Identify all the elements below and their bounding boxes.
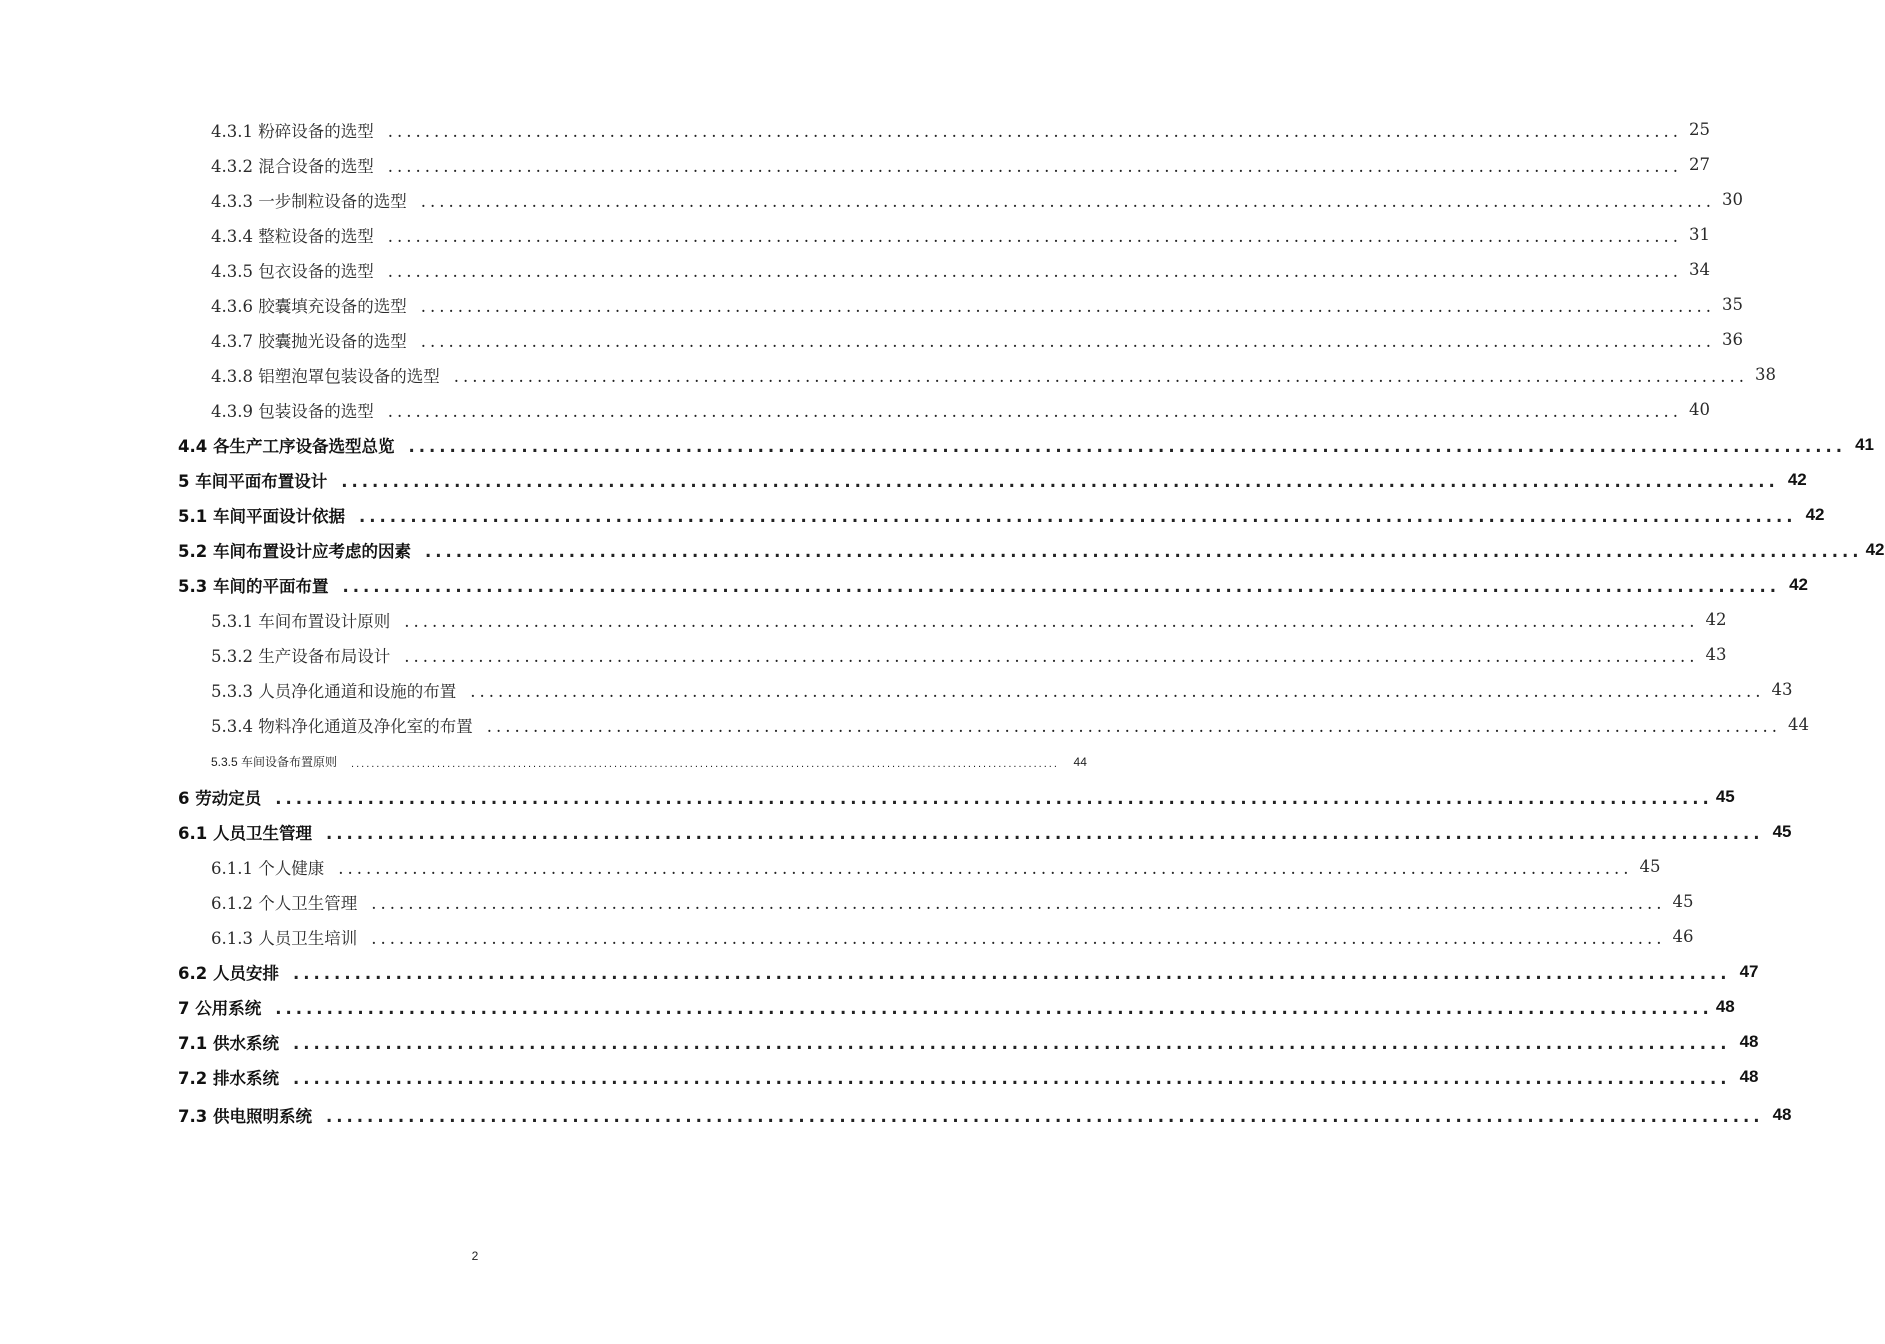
toc-entry[interactable] [211,217,1711,252]
toc-entry-title: 4.3.7 胶囊抛光设备的选型 [211,331,407,351]
toc-entry[interactable] [211,357,1777,392]
toc-entry-title: 4.3.6 胶囊填充设备的选型 [211,296,407,316]
toc-entry-page: 45 [1639,857,1661,876]
dot-leader: ............................................................................................................................................ [292,1034,1731,1053]
toc-entry[interactable] [211,744,1087,779]
dot-leader: ............................................................................................................................................ [387,262,1683,281]
dot-leader: ............................................................................................................................................ [341,472,1779,491]
toc-entry-page: 43 [1771,680,1793,699]
toc-entry[interactable] [178,779,1735,814]
dot-leader: ............................................................................................................................................ [275,999,1713,1018]
toc-entry[interactable] [211,147,1711,182]
toc-entry-title: 5.2 车间布置设计应考虑的因素 [178,541,411,561]
toc-entry[interactable] [211,252,1711,287]
toc-entry[interactable] [211,112,1711,147]
toc-entry-title: 6.1.1 个人健康 [211,858,325,878]
dot-leader: ............................................................................................................................................ [420,192,1716,211]
toc-entry-title: 6.1.3 人员卫生培训 [211,928,358,948]
toc-entry-page: 40 [1689,400,1711,419]
dot-leader: ............................................................................................................................................ [338,859,1633,878]
toc-entry-page: 42 [1787,469,1807,489]
toc-entry-title: 6.1.2 个人卫生管理 [211,893,358,913]
toc-entry[interactable] [211,637,1727,672]
dot-leader: ............................................................................................................................................ [371,929,1666,948]
dot-leader: ............................................................................................................................................ [292,964,1731,983]
toc-entry-page: 46 [1672,927,1694,946]
toc-entry-title: 4.3.8 铝塑泡罩包装设备的选型 [211,366,440,386]
toc-entry-title: 5.3.2 生产设备布局设计 [211,646,391,666]
toc-entry-page: 27 [1689,155,1711,174]
dot-leader: ............................................................................................................................................ [371,894,1666,913]
toc-entry-title: 5.3.1 车间布置设计原则 [211,611,391,631]
page-number: 2 [471,1249,479,1263]
toc-entry-title: 6.1 人员卫生管理 [178,823,312,843]
toc-entry-page: 25 [1689,120,1711,139]
toc-entry-title: 5 车间平面布置设计 [178,471,328,491]
toc-entry[interactable] [178,814,1792,849]
toc-entry-title: 6.2 人员安排 [178,963,279,983]
toc-entry-page: 35 [1722,295,1744,314]
dot-leader: ............................................................................................................................................ [404,612,1699,631]
toc-entry-page: 44 [1073,754,1087,769]
toc-entry-page: 42 [1805,504,1825,524]
dot-leader: ............................................................................................................................................ [325,1107,1764,1126]
dot-leader: ............................................................................................................................................ [387,122,1683,141]
toc-entry-title: 7.3 供电照明系统 [178,1106,312,1126]
toc-entry-page: 48 [1772,1104,1792,1124]
toc-entry[interactable] [211,849,1661,884]
toc-entry-title: 4.3.3 一步制粒设备的选型 [211,191,407,211]
toc-entry-page: 31 [1689,225,1711,244]
dot-leader: ............................................................................................................................................ [420,332,1716,351]
toc-entry-page: 45 [1772,821,1792,841]
toc-entry-page: 48 [1715,996,1735,1016]
toc-entry-page: 34 [1689,260,1711,279]
toc-entry[interactable] [178,989,1735,1024]
toc-entry[interactable] [211,322,1744,357]
dot-leader: ............................................................................................................................................ [486,717,1782,736]
dot-leader: ............................................................................................................................................ [342,577,1781,596]
dot-leader: ............................................................................................................................................ [387,157,1683,176]
toc-entry-title: 7.2 排水系统 [178,1068,279,1088]
dot-leader: ............................................................................................................................................ [387,402,1683,421]
dot-leader: ............................................................................................................................................ [470,682,1765,701]
toc-entry-page: 48 [1739,1031,1759,1051]
toc-entry[interactable] [211,182,1744,217]
toc-entry[interactable] [211,602,1727,637]
toc-entry[interactable] [178,462,1807,497]
toc-entry-title: 5.3.4 物料净化通道及净化室的布置 [211,716,473,736]
dot-leader: ............................................................................................................................................ [387,227,1683,246]
dot-leader: ............................................................................................................................................ [351,757,1059,770]
dot-leader: ............................................................................................................................................ [325,824,1764,843]
toc-entry-title: 4.3.2 混合设备的选型 [211,156,374,176]
toc-entry[interactable] [211,919,1694,954]
toc-entry-title: 7.1 供水系统 [178,1033,279,1053]
dot-leader: ............................................................................................................................................ [420,297,1716,316]
toc-entry-page: 38 [1755,365,1777,384]
toc-entry-title: 4.3.9 包装设备的选型 [211,401,374,421]
toc-entry[interactable] [211,287,1744,322]
toc-entry-page: 42 [1789,574,1809,594]
toc-entry[interactable] [211,392,1711,427]
toc-entry-title: 4.4 各生产工序设备选型总览 [178,436,395,456]
dot-leader: ............................................................................................................................................ [358,507,1797,526]
dot-leader: ............................................................................................................................................ [408,437,1847,456]
toc-entry-title: 4.3.1 粉碎设备的选型 [211,121,374,141]
toc-entry-page: 42 [1865,539,1885,559]
dot-leader: ............................................................................................................................................ [292,1069,1731,1088]
toc-entry[interactable] [178,532,1885,567]
toc-entry-page: 42 [1705,610,1727,629]
toc-entry-page: 45 [1715,786,1735,806]
toc-entry-title: 5.3.5 车间设备布置原则 [211,755,338,769]
toc-entry[interactable] [178,1097,1792,1132]
toc-entry-page: 43 [1705,645,1727,664]
dot-leader: ............................................................................................................................................ [275,789,1713,808]
dot-leader: ............................................................................................................................................ [453,367,1749,386]
toc-entry[interactable] [178,1024,1759,1059]
toc-entry[interactable] [178,567,1809,602]
toc-entry-page: 36 [1722,330,1744,349]
toc-entry-page: 45 [1672,892,1694,911]
toc-entry-title: 5.3 车间的平面布置 [178,576,329,596]
toc-entry-title: 5.3.3 人员净化通道和设施的布置 [211,681,457,701]
dot-leader: ............................................................................................................................................ [424,542,1863,561]
toc-entry-page: 30 [1722,190,1744,209]
toc-entry-title: 4.3.5 包衣设备的选型 [211,261,374,281]
toc-entry-page: 48 [1739,1066,1759,1086]
toc-entry-title: 4.3.4 整粒设备的选型 [211,226,374,246]
toc-entry-page: 47 [1739,961,1759,981]
toc-entry[interactable] [211,707,1810,742]
toc-entry-title: 6 劳动定员 [178,788,262,808]
toc-entry-page: 44 [1788,715,1810,734]
dot-leader: ............................................................................................................................................ [404,647,1699,666]
toc-entry-title: 7 公用系统 [178,998,262,1018]
toc-entry[interactable] [211,884,1694,919]
toc-entry[interactable] [178,1059,1759,1094]
toc-entry-title: 5.1 车间平面设计依据 [178,506,345,526]
toc-entry[interactable] [178,954,1759,989]
toc-entry[interactable] [178,497,1825,532]
toc-entry[interactable] [211,672,1793,707]
toc-entry-page: 41 [1855,434,1875,454]
toc-entry[interactable] [178,427,1875,462]
